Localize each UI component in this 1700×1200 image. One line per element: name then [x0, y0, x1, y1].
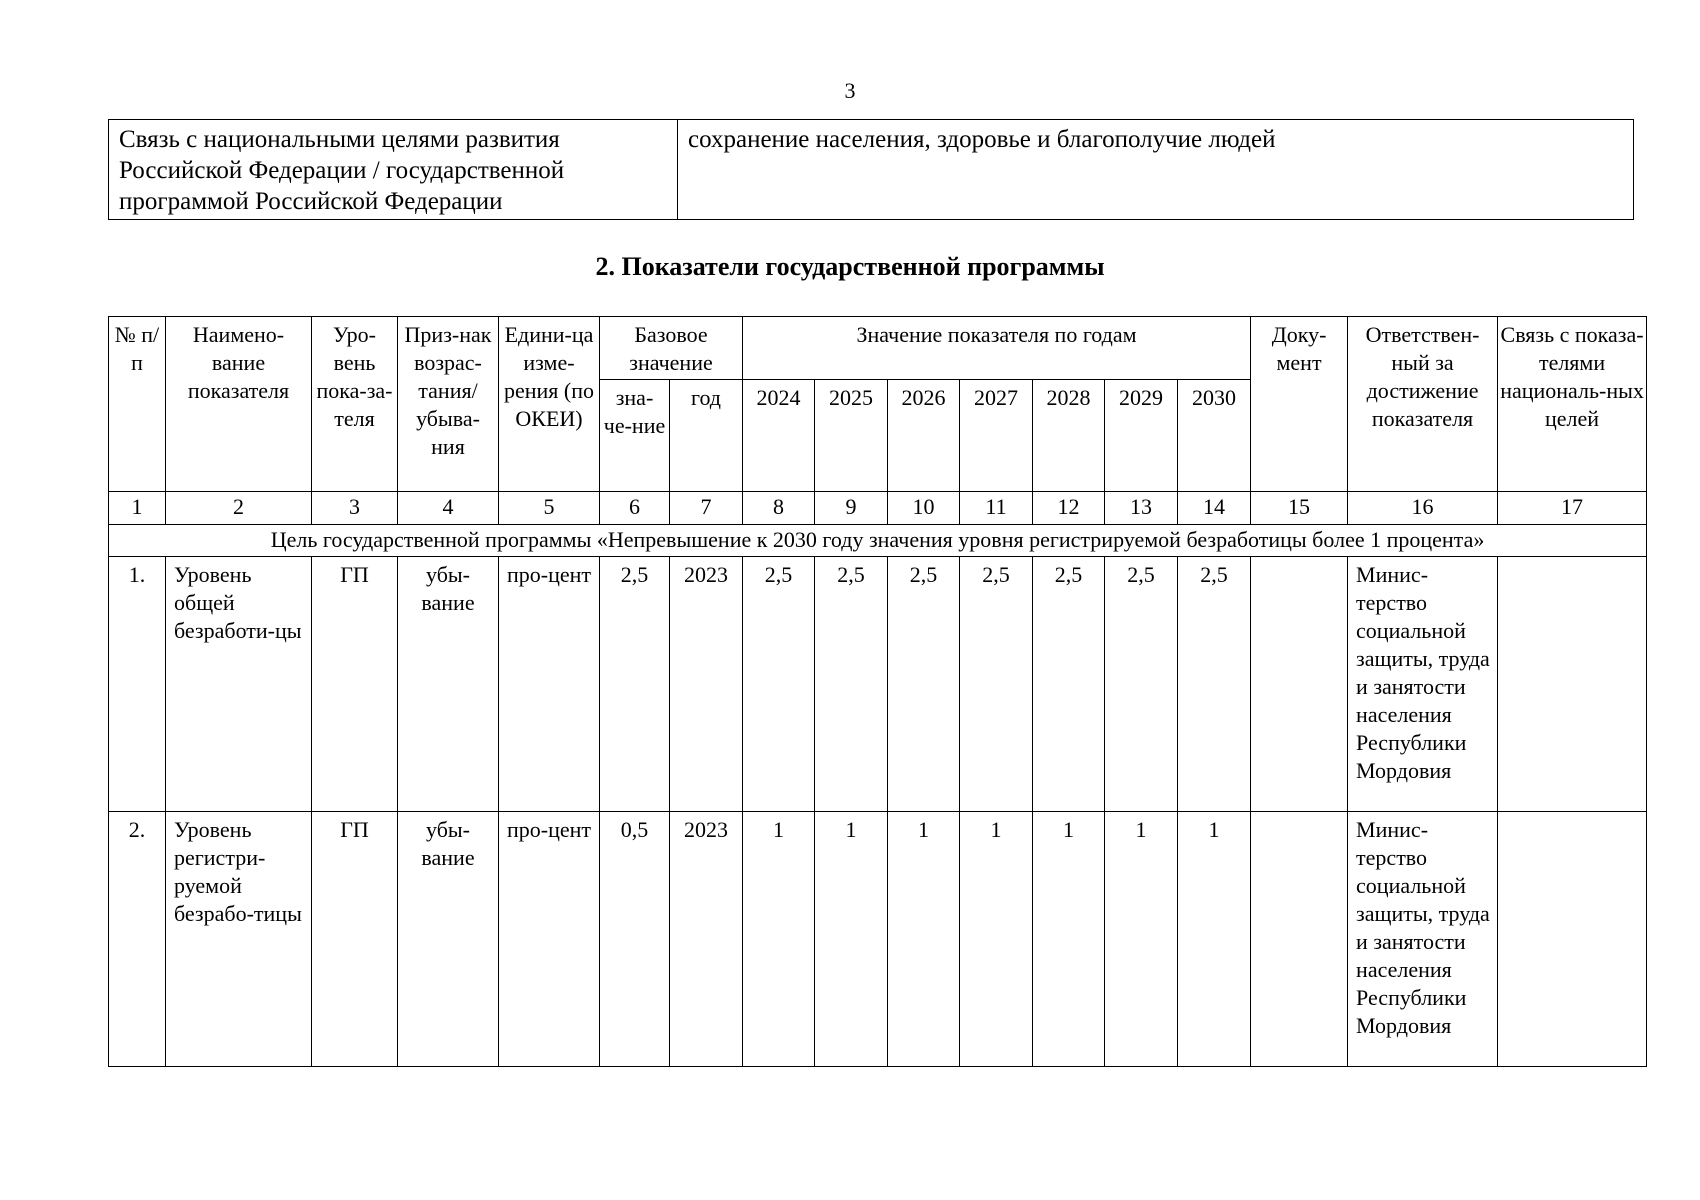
header-num: № п/п — [109, 317, 166, 492]
row-sign: убы-вание — [398, 557, 499, 812]
row-year-value: 2,5 — [1033, 557, 1105, 812]
page-number: 3 — [844, 78, 856, 103]
row-responsible: Минис-терство социальной защиты, труда и занятости населения Республики Мордовия — [1348, 812, 1498, 1067]
row-level: ГП — [312, 557, 398, 812]
national-goals-value: сохранение населения, здоровье и благополучие людей — [678, 120, 1634, 220]
table-row — [109, 812, 1647, 1067]
header-year: 2026 — [888, 380, 960, 492]
row-document — [1251, 812, 1348, 1067]
column-number: 2 — [166, 492, 312, 525]
indicators-table — [108, 316, 1647, 1067]
row-year-value: 2,5 — [815, 557, 888, 812]
row-num: 1. — [109, 557, 166, 812]
goal-row — [109, 525, 1647, 557]
row-base-year: 2023 — [670, 557, 743, 812]
row-year-value: 2,5 — [960, 557, 1033, 812]
row-document — [1251, 557, 1348, 812]
table-row — [109, 557, 1647, 812]
row-year-value: 2,5 — [743, 557, 815, 812]
header-sign: Приз-нак возрас-тания/ убыва-ния — [398, 317, 499, 492]
row-year-value: 1 — [1105, 812, 1178, 1067]
row-num: 2. — [109, 812, 166, 1067]
column-number: 10 — [888, 492, 960, 525]
column-number: 5 — [499, 492, 600, 525]
header-year: 2027 — [960, 380, 1033, 492]
header-name: Наимено-вание показателя — [166, 317, 312, 492]
column-number: 11 — [960, 492, 1033, 525]
national-goals-label: Связь с национальными целями развития Российской Федерации / государственной программой Российской Федерации — [109, 120, 678, 220]
column-number: 4 — [398, 492, 499, 525]
column-number: 15 — [1251, 492, 1348, 525]
section-title: 2. Показатели государственной программы — [595, 252, 1105, 281]
column-number: 14 — [1178, 492, 1251, 525]
header-level: Уро-вень пока-за-теля — [312, 317, 398, 492]
column-number: 1 — [109, 492, 166, 525]
national-goals-link-table — [108, 119, 1634, 220]
header-base-year: год — [670, 380, 743, 492]
row-year-value: 1 — [743, 812, 815, 1067]
row-year-value: 2,5 — [1178, 557, 1251, 812]
row-name: Уровень общей безработи-цы — [166, 557, 312, 812]
column-number: 6 — [600, 492, 670, 525]
row-sign: убы-вание — [398, 812, 499, 1067]
header-year: 2029 — [1105, 380, 1178, 492]
header-year: 2024 — [743, 380, 815, 492]
row-year-value: 2,5 — [888, 557, 960, 812]
column-number: 12 — [1033, 492, 1105, 525]
header-row-top — [109, 317, 1647, 380]
row-link — [1498, 557, 1647, 812]
column-number: 17 — [1498, 492, 1647, 525]
column-number: 8 — [743, 492, 815, 525]
column-numbers-row — [109, 492, 1647, 525]
column-number: 9 — [815, 492, 888, 525]
row-year-value: 2,5 — [1105, 557, 1178, 812]
row-link — [1498, 812, 1647, 1067]
header-link: Связь с показа-телями националь-ных целей — [1498, 317, 1647, 492]
row-year-value: 1 — [1033, 812, 1105, 1067]
row-unit: про-цент — [499, 557, 600, 812]
program-goal: Цель государственной программы «Непревышение к 2030 году значения уровня регистрируемой безработицы более 1 процента» — [109, 525, 1647, 557]
row-unit: про-цент — [499, 812, 600, 1067]
header-document: Доку-мент — [1251, 317, 1348, 492]
header-year: 2028 — [1033, 380, 1105, 492]
header-year: 2030 — [1178, 380, 1251, 492]
row-name: Уровень регистри-руемой безрабо-тицы — [166, 812, 312, 1067]
row-responsible: Минис-терство социальной защиты, труда и занятости населения Республики Мордовия — [1348, 557, 1498, 812]
column-number: 3 — [312, 492, 398, 525]
row-year-value: 1 — [960, 812, 1033, 1067]
header-base-value: зна-че-ние — [600, 380, 670, 492]
row-base-year: 2023 — [670, 812, 743, 1067]
header-years-group: Значение показателя по годам — [743, 317, 1251, 380]
row-year-value: 1 — [815, 812, 888, 1067]
row-year-value: 1 — [1178, 812, 1251, 1067]
row-level: ГП — [312, 812, 398, 1067]
column-number: 16 — [1348, 492, 1498, 525]
row-year-value: 1 — [888, 812, 960, 1067]
column-number: 7 — [670, 492, 743, 525]
header-base: Базовое значение — [600, 317, 743, 380]
header-unit: Едини-ца изме-рения (по ОКЕИ) — [499, 317, 600, 492]
row-base-value: 2,5 — [600, 557, 670, 812]
column-number: 13 — [1105, 492, 1178, 525]
header-year: 2025 — [815, 380, 888, 492]
header-responsible: Ответствен-ный за достижение показателя — [1348, 317, 1498, 492]
row-base-value: 0,5 — [600, 812, 670, 1067]
